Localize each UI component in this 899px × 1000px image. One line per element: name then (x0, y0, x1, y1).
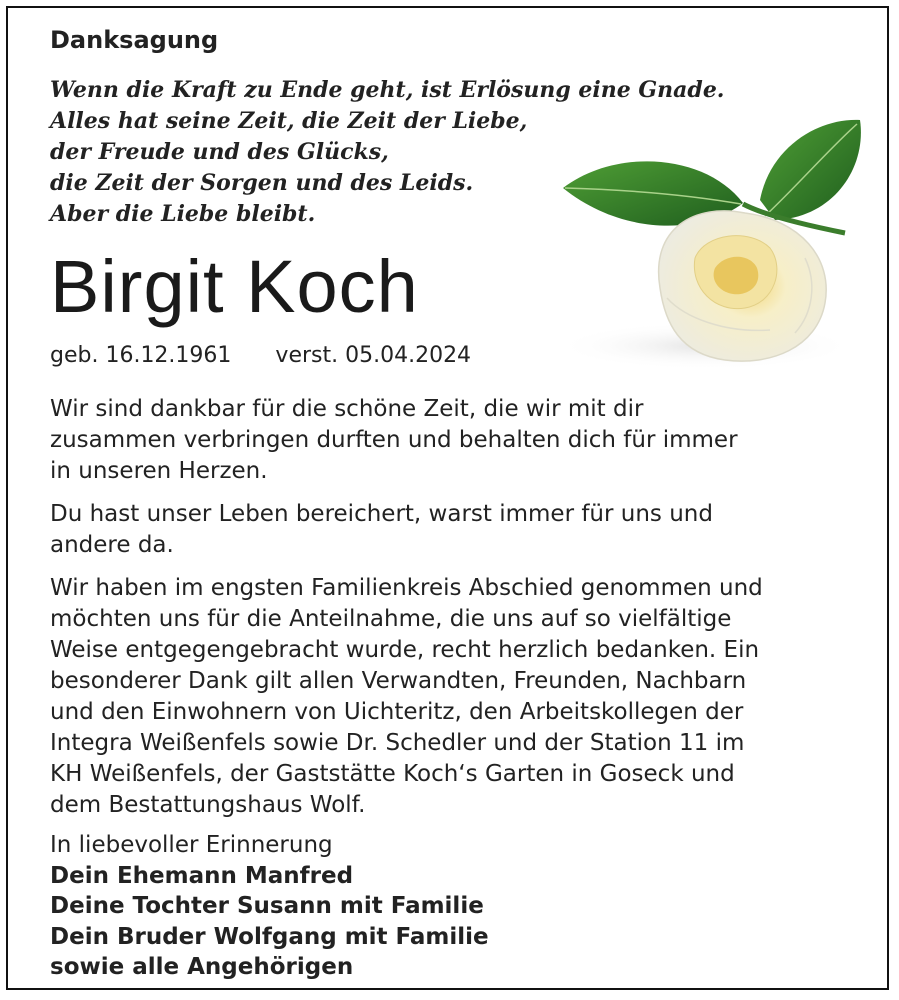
closing (50, 830, 489, 983)
text-line: Du hast unser Leben bereichert, warst immer für uns und (50, 501, 713, 527)
text-line: Wir haben im engsten Familienkreis Abschied genommen und (50, 575, 763, 601)
life-dates (50, 343, 471, 368)
white-rose-icon (555, 108, 865, 378)
paragraph (50, 394, 850, 487)
text-line: möchten uns für die Anteilnahme, die uns auf so vielfältige (50, 606, 732, 632)
signature-line: Dein Bruder Wolfgang mit Familie (50, 923, 489, 950)
death-date: verst. 05.04.2024 (275, 343, 472, 368)
signature-line: Dein Ehemann Manfred (50, 862, 354, 889)
closing-intro: In liebevoller Erinnerung (50, 832, 333, 858)
text-line: in unseren Herzen. (50, 458, 268, 484)
paragraph (50, 573, 850, 821)
text-line: Wir sind dankbar für die schöne Zeit, die wir mit dir (50, 396, 644, 422)
text-line: dem Bestattungshaus Wolf. (50, 792, 366, 818)
text-line: besonderer Dank gilt allen Verwandten, Freunden, Nachbarn (50, 668, 747, 694)
verse-line: Wenn die Kraft zu Ende geht, ist Erlösung eine Gnade. (50, 77, 725, 103)
text-line: andere da. (50, 532, 174, 558)
verse-line: Aber die Liebe bleibt. (50, 201, 316, 227)
heading: Danksagung (50, 26, 219, 54)
verse-line: Alles hat seine Zeit, die Zeit der Liebe, (50, 108, 528, 134)
verse-line: der Freude und des Glücks, (50, 139, 389, 165)
deceased-name: Birgit Koch (50, 245, 419, 328)
text-line: zusammen verbringen durften und behalten dich für immer (50, 427, 738, 453)
signature-line: Deine Tochter Susann mit Familie (50, 893, 484, 919)
verse-line: die Zeit der Sorgen und des Leids. (50, 170, 474, 196)
signature-line: sowie alle Angehörigen (50, 954, 354, 980)
body-text (50, 394, 850, 833)
paragraph (50, 499, 850, 561)
text-line: Integra Weißenfels sowie Dr. Schedler und der Station 11 im (50, 730, 745, 756)
text-line: Weise entgegengebracht wurde, recht herzlich bedanken. Ein (50, 637, 760, 663)
text-line: KH Weißenfels, der Gaststätte Koch‘s Garten in Goseck und (50, 761, 735, 787)
birth-date: geb. 16.12.1961 (50, 343, 232, 368)
text-line: und den Einwohnern von Uichteritz, den Arbeitskollegen der (50, 699, 744, 725)
